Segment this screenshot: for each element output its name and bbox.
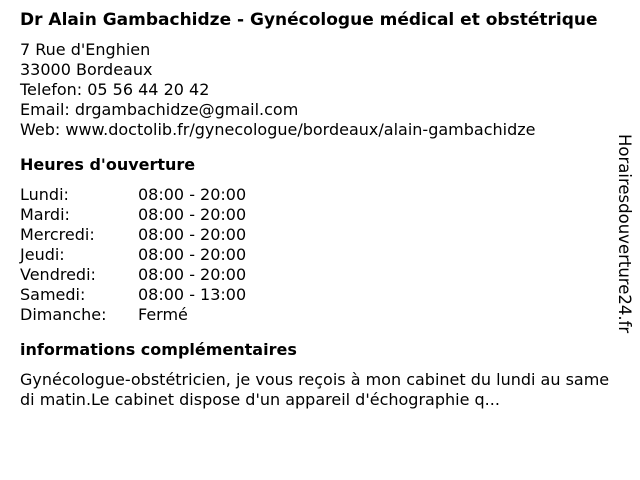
hours-row-saturday — [20, 285, 610, 305]
day-label: Mercredi: — [20, 225, 95, 244]
info-heading: informations complémentaires — [20, 340, 297, 359]
day-label: Samedi: — [20, 285, 86, 304]
contact-block — [20, 40, 610, 140]
day-label: Mardi: — [20, 205, 70, 224]
info-description: Gynécologue-obstétricien, je vous reçois à mon cabinet du lundi au samedi matin.Le cabinet dispose d'un appareil d'échographie q... — [20, 370, 610, 409]
time-range: 08:00 - 20:00 — [138, 245, 247, 264]
city-address: 33000 Bordeaux — [20, 60, 153, 79]
time-range: Fermé — [138, 305, 188, 324]
website-link: Web: www.doctolib.fr/gynecologue/bordeaux/alain-gambachidze — [20, 120, 536, 139]
opening-hours-list — [20, 185, 610, 325]
page-title: Dr Alain Gambachidze - Gynécologue médical et obstétrique — [20, 10, 598, 30]
time-range: 08:00 - 20:00 — [138, 225, 247, 244]
hours-row-sunday — [20, 305, 610, 325]
time-range: 08:00 - 20:00 — [138, 185, 247, 204]
hours-row-tuesday — [20, 205, 610, 225]
day-label: Jeudi: — [20, 245, 65, 264]
hours-row-friday — [20, 265, 610, 285]
day-label: Lundi: — [20, 185, 69, 204]
street-address: 7 Rue d'Enghien — [20, 40, 151, 59]
watermark-text: Horairesdouverture24.fr — [615, 134, 634, 334]
day-label: Vendredi: — [20, 265, 96, 284]
phone-number: Telefon: 05 56 44 20 42 — [20, 80, 210, 99]
site-watermark — [610, 134, 638, 374]
hours-heading: Heures d'ouverture — [20, 155, 196, 174]
hours-row-thursday — [20, 245, 610, 265]
hours-row-monday — [20, 185, 610, 205]
time-range: 08:00 - 13:00 — [138, 285, 247, 304]
business-card — [20, 10, 610, 410]
hours-row-wednesday — [20, 225, 610, 245]
email-address: Email: drgambachidze@gmail.com — [20, 100, 299, 119]
day-label: Dimanche: — [20, 305, 107, 324]
time-range: 08:00 - 20:00 — [138, 205, 247, 224]
time-range: 08:00 - 20:00 — [138, 265, 247, 284]
